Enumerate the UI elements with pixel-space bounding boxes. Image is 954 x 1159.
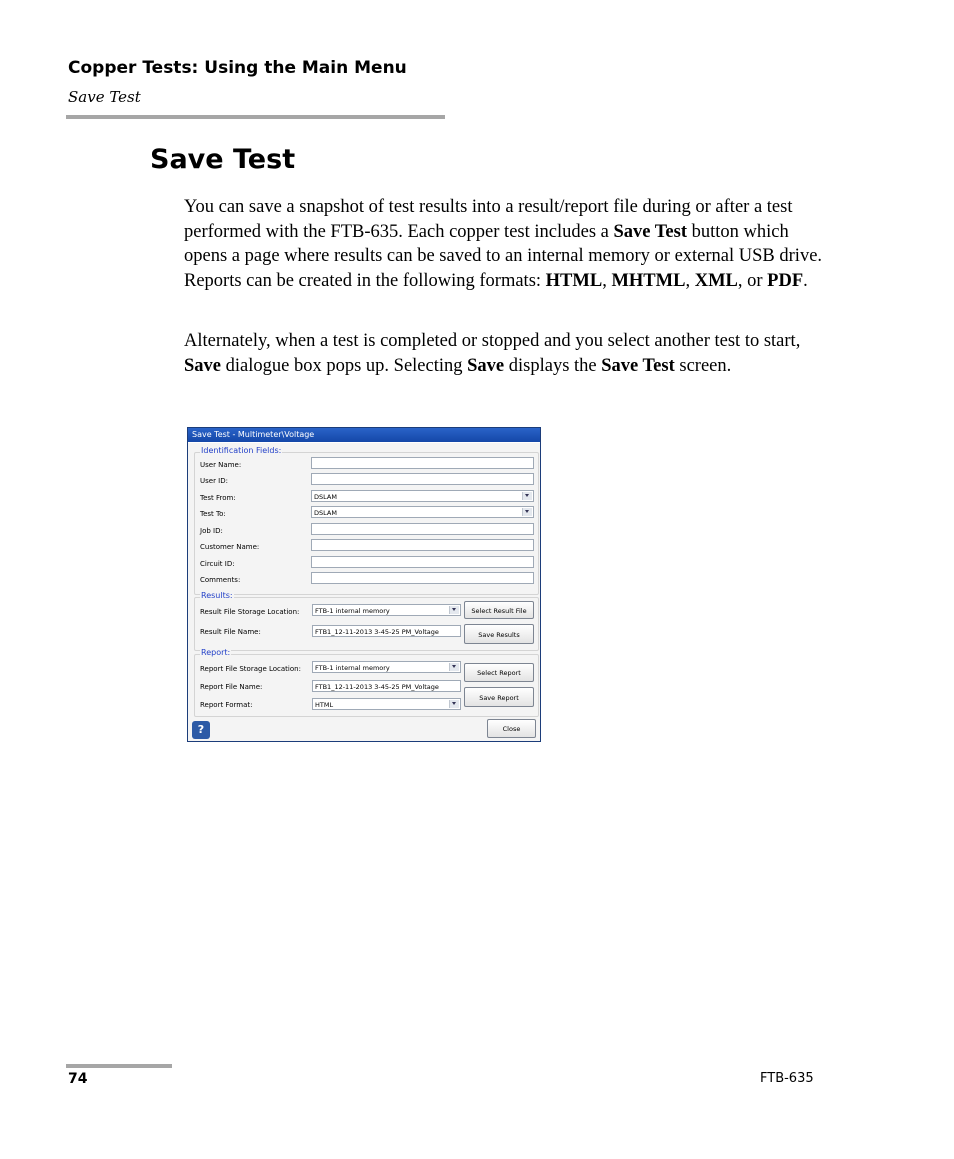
- chevron-down-icon[interactable]: [449, 606, 459, 614]
- result-file-name-field[interactable]: FTB1_12-11-2013 3-45-25 PM_Voltage: [312, 625, 461, 637]
- user-id-label: User ID:: [200, 477, 228, 485]
- test-from-select[interactable]: DSLAM: [311, 490, 534, 502]
- dialog-title: Save Test - Multimeter\Voltage: [188, 428, 540, 442]
- running-header-title: Copper Tests: Using the Main Menu: [68, 58, 407, 78]
- alternate-paragraph: Alternately, when a test is completed or stopped and you select another test to start, Save dialogue box pops up. Selecting Save displays the Save Test screen.: [184, 331, 801, 376]
- report-file-name-label: Report File Name:: [200, 683, 263, 691]
- result-storage-select[interactable]: FTB-1 internal memory: [312, 604, 461, 616]
- user-id-field[interactable]: [311, 473, 534, 485]
- test-to-label: Test To:: [200, 510, 226, 518]
- question-icon[interactable]: [192, 721, 210, 739]
- chevron-down-icon[interactable]: [449, 700, 459, 708]
- dialog-body: [188, 443, 540, 741]
- job-id-label: Job ID:: [200, 527, 223, 535]
- header-rule: [66, 115, 445, 119]
- user-name-label: User Name:: [200, 461, 242, 469]
- report-format-select[interactable]: HTML: [312, 698, 461, 710]
- save-results-button[interactable]: Save Results: [464, 624, 534, 644]
- report-format-label: Report Format:: [200, 701, 253, 709]
- report-label: Report:: [201, 648, 231, 657]
- identification-label: Identification Fields:: [201, 446, 282, 455]
- comments-field[interactable]: [311, 572, 534, 584]
- job-id-field[interactable]: [311, 523, 534, 535]
- comments-label: Comments:: [200, 576, 241, 584]
- customer-name-label: Customer Name:: [200, 543, 260, 551]
- close-button[interactable]: Close: [487, 719, 536, 738]
- section-title: Save Test: [150, 144, 296, 175]
- intro-paragraph: You can save a snapshot of test results into a result/report file during or after a test performed with the FTB-635. Each copper test includes a Save Test button which opens a page where results can be saved to an internal memory or external USB drive. Reports can be created in the following formats: HTML, MHTML, XML, or PDF.: [184, 197, 823, 291]
- test-to-select[interactable]: DSLAM: [311, 506, 534, 518]
- report-storage-label: Report File Storage Location:: [200, 665, 301, 673]
- circuit-id-field[interactable]: [311, 556, 534, 568]
- chevron-down-icon[interactable]: [522, 492, 532, 500]
- select-result-file-button[interactable]: Select Result File: [464, 601, 534, 619]
- customer-name-field[interactable]: [311, 539, 534, 551]
- running-header-subtitle: Save Test: [68, 88, 141, 106]
- circuit-id-label: Circuit ID:: [200, 560, 235, 568]
- save-test-dialog: [187, 427, 541, 742]
- user-name-field[interactable]: [311, 457, 534, 469]
- product-name: FTB-635: [760, 1071, 814, 1086]
- chevron-down-icon[interactable]: [449, 663, 459, 671]
- report-storage-select[interactable]: FTB-1 internal memory: [312, 661, 461, 673]
- select-report-button[interactable]: Select Report: [464, 663, 534, 682]
- result-storage-label: Result File Storage Location:: [200, 608, 300, 616]
- save-report-button[interactable]: Save Report: [464, 687, 534, 707]
- result-file-name-label: Result File Name:: [200, 628, 261, 636]
- report-file-name-field[interactable]: FTB1_12-11-2013 3-45-25 PM_Voltage: [312, 680, 461, 692]
- test-from-label: Test From:: [200, 494, 236, 502]
- footer-rule: [66, 1064, 172, 1068]
- page-number: 74: [68, 1071, 88, 1087]
- chevron-down-icon[interactable]: [522, 508, 532, 516]
- results-label: Results:: [201, 591, 233, 600]
